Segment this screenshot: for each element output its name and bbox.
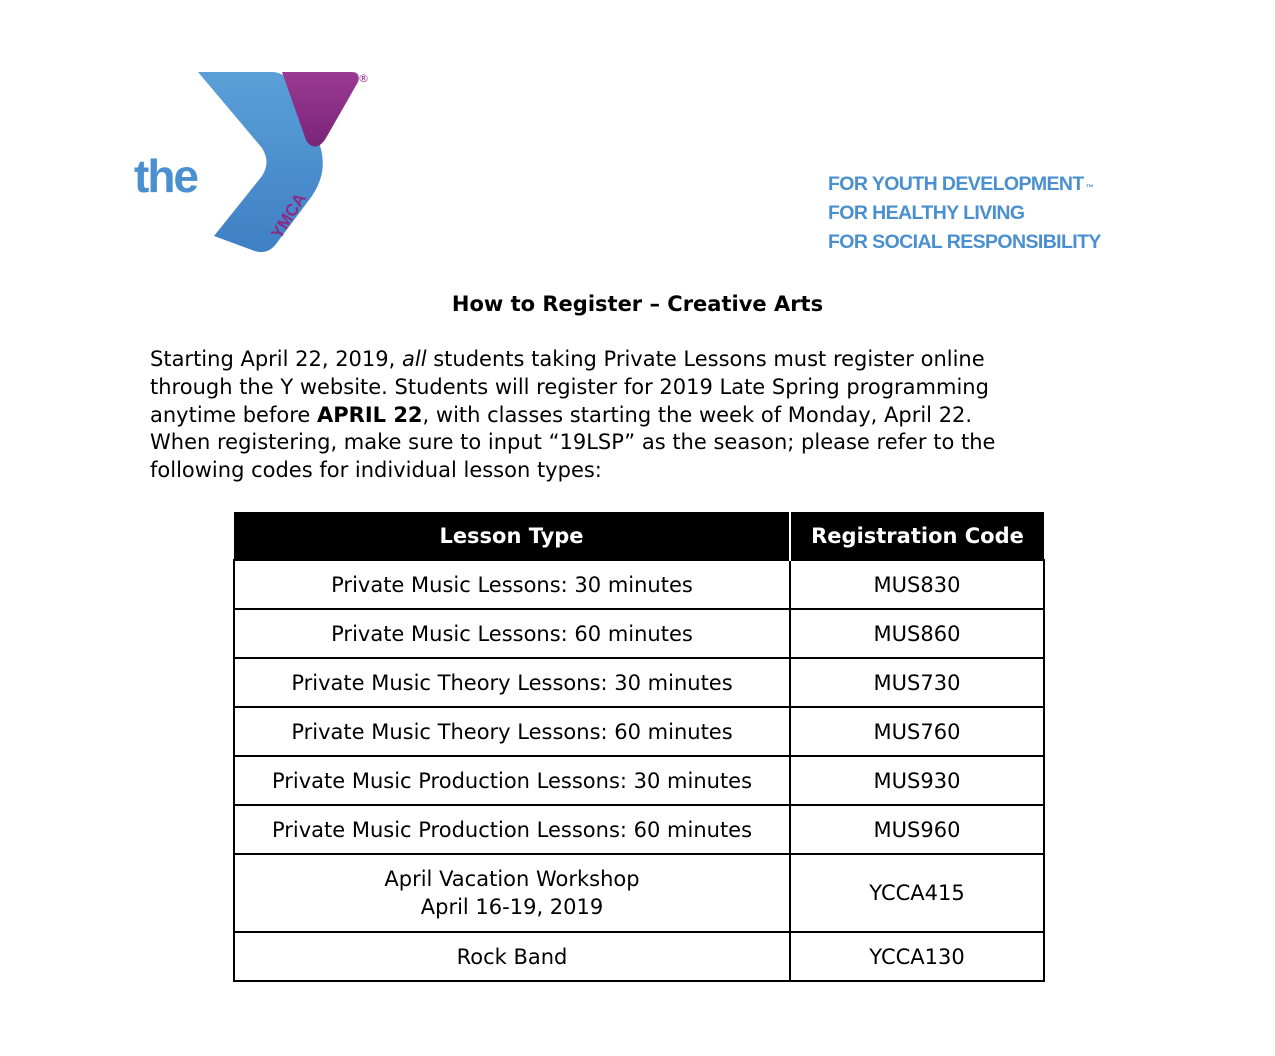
tagline-line-social: FOR SOCIAL RESPONSIBILITY (828, 231, 1101, 253)
table-row (234, 805, 1044, 854)
registration-code-cell: MUS730 (790, 658, 1044, 707)
table-row (234, 854, 1044, 932)
logo-registered-mark: ® (358, 72, 369, 85)
registration-code-cell: MUS860 (790, 609, 1044, 658)
intro-line-3: anytime before APRIL 22, with classes starting the week of Monday, April 22. (150, 402, 973, 427)
intro-line-4: When registering, make sure to input “19LSP” as the season; please refer to the (150, 430, 996, 455)
lesson-type-cell: Private Music Production Lessons: 60 minutes (234, 805, 790, 854)
tagline-line-healthy: FOR HEALTHY LIVING (828, 202, 1025, 224)
lesson-type-line-2: April 16-19, 2019 (420, 895, 604, 919)
tagline-line-youth: FOR YOUTH DEVELOPMENT ™ (828, 173, 1094, 195)
lesson-type-cell: Private Music Lessons: 60 minutes (234, 609, 790, 658)
header-registration-code: Registration Code (790, 512, 1044, 560)
registration-code-cell: MUS760 (790, 707, 1044, 756)
table-row (234, 658, 1044, 707)
table-row (234, 707, 1044, 756)
lesson-type-cell: Private Music Theory Lessons: 60 minutes (234, 707, 790, 756)
lesson-type-line-1: April Vacation Workshop (384, 867, 640, 891)
intro-line-2: through the Y website. Students will register for 2019 Late Spring programming (150, 374, 989, 399)
deadline-date: APRIL 22 (317, 402, 423, 427)
registration-code-cell: MUS830 (790, 560, 1044, 609)
registration-code-table (233, 512, 1045, 982)
emphasis-all: all (402, 347, 427, 371)
registration-code-cell: MUS960 (790, 805, 1044, 854)
table-header-row (234, 512, 1044, 560)
registration-code-cell: YCCA415 (790, 854, 1044, 932)
intro-line-5: following codes for individual lesson types: (150, 458, 602, 483)
lesson-type-cell: Private Music Lessons: 30 minutes (234, 560, 790, 609)
tagline (828, 170, 1101, 257)
lesson-type-cell: Rock Band (234, 932, 790, 981)
table-row (234, 756, 1044, 805)
intro-paragraph (150, 346, 1150, 485)
lesson-type-cell (234, 854, 790, 932)
page-title: How to Register – Creative Arts (451, 292, 824, 316)
ymca-logo (130, 66, 380, 256)
header-lesson-type: Lesson Type (234, 512, 790, 560)
trademark-mark: ™ (1085, 183, 1094, 192)
lesson-type-cell: Private Music Theory Lessons: 30 minutes (234, 658, 790, 707)
table-row (234, 609, 1044, 658)
intro-line-1: Starting April 22, 2019, all students taking Private Lessons must register online (150, 347, 985, 371)
logo-ymca-text: YMCA (267, 189, 310, 243)
registration-code-cell: YCCA130 (790, 932, 1044, 981)
table-row (234, 560, 1044, 609)
ymca-logo-graphic (130, 66, 380, 256)
table-row (234, 932, 1044, 981)
lesson-type-cell: Private Music Production Lessons: 30 minutes (234, 756, 790, 805)
logo-word-the: the (134, 150, 197, 202)
registration-code-cell: MUS930 (790, 756, 1044, 805)
